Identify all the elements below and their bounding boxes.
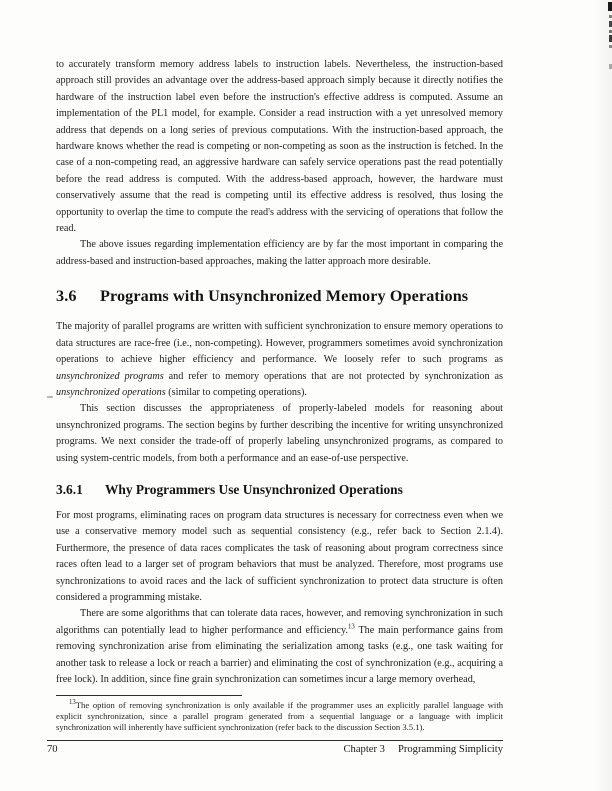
section-number: 3.6 bbox=[56, 287, 77, 306]
chapter-title: Programming Simplicity bbox=[397, 744, 503, 755]
footnote-text: $^{13}$The option of removing synchronization is only available if the programmer uses an explicitly parallel language with explicit synchronization, since a parallel program generated from a sequential language or a language with implicit synchronization will inherently have sufficient synchronization (refer back to the discussion Section 3.5.1). bbox=[56, 699, 503, 732]
footnote-rule bbox=[56, 695, 242, 696]
subsection-number: 3.6.1 bbox=[56, 481, 83, 497]
subsection-heading bbox=[56, 482, 503, 498]
section-heading bbox=[56, 287, 503, 306]
page-footer bbox=[47, 740, 503, 755]
paragraph-4: This section discusses the appropriateness of properly-labeled models for reasoning about unsynchronized programs. The section begins by further describing the incentive for writing unsynchronized programs. We next consider the trade-off of properly labeling unsynchronized programs, as compared to using system-centric models, from both a performance and an ease-of-use perspective. bbox=[56, 403, 503, 464]
chapter-label: Chapter 3 bbox=[343, 744, 385, 755]
footnote bbox=[56, 695, 503, 732]
paragraph-1: to accurately transform memory address labels to instruction labels. Nevertheless, the instruction-based approach still provides an advantage over the address-based approach simply because it directly notifies the hardware of the instruction label even before the instruction's effective address is computed. Assume an implementation of the PL1 model, for example. Consider a read instruction with a yet unresolved memory address that depends on a long series of previous computations. With the instruction-based approach, the hardware knows whether the read is competing or non-competing as soon as the instruction is fetched. In the case of a non-competing read, an aggressive hardware can safely service operations past the read potentially before the read address is computed. With the address-based approach, however, the hardware must conservatively assume that the read is competing until its effective address is resolved, thus losing the opportunity to overlap the time to compute the read's address with the servicing of operations that follow the read. bbox=[56, 59, 503, 235]
page-number: 70 bbox=[47, 744, 58, 755]
paragraph-3: The majority of parallel programs are written with sufficient synchronization to ensure memory operations to data structures are race-free (i.e., non-competing). However, programmers sometimes avoid synchronization operations to achieve higher efficiency and performance. We loosely refer to such programs as unsynchronized programs and refer to memory operations that are not protected by synchronization as unsynchronized operations (similar to competing operations). bbox=[56, 321, 503, 398]
text-block bbox=[56, 57, 503, 732]
paragraph-6: There are some algorithms that can tolerate data races, however, and removing synchronization in such algorithms can potentially lead to higher performance and efficiency.$^{13}$ The main performance gains from removing synchronization arise from eliminating the serialization among tasks (e.g., one task waiting for another task to release a lock or reach a barrier) and eliminating the cost of synchronization (e.g., acquiring a free lock). In addition, since fine grain synchronization can sometimes incur a large memory overhead, bbox=[56, 608, 503, 685]
subsection-title: Why Programmers Use Unsynchronized Operations bbox=[105, 481, 403, 497]
scan-stray-mark bbox=[47, 396, 53, 398]
running-footer bbox=[343, 744, 503, 755]
paragraph-5: For most programs, eliminating races on program data structures is necessary for correctness even when we use a conservative memory model such as sequential consistency (e.g., refer back to Section 2.1.4). Furthermore, the presence of data races complicates the task of reasoning about program correctness since races often lead to a larger set of program behaviors that must be analyzed. Therefore, most programs use synchronizations to avoid races and the lack of sufficient synchronization to protect data structure is often considered a programming mistake. bbox=[56, 509, 503, 603]
paragraph-2: The above issues regarding implementation efficiency are by far the most important in comparing the address-based and instruction-based approaches, making the latter approach more desirable. bbox=[56, 239, 503, 267]
scan-edge-artifact bbox=[607, 0, 612, 80]
section-title: Programs with Unsynchronized Memory Operations bbox=[100, 287, 469, 306]
